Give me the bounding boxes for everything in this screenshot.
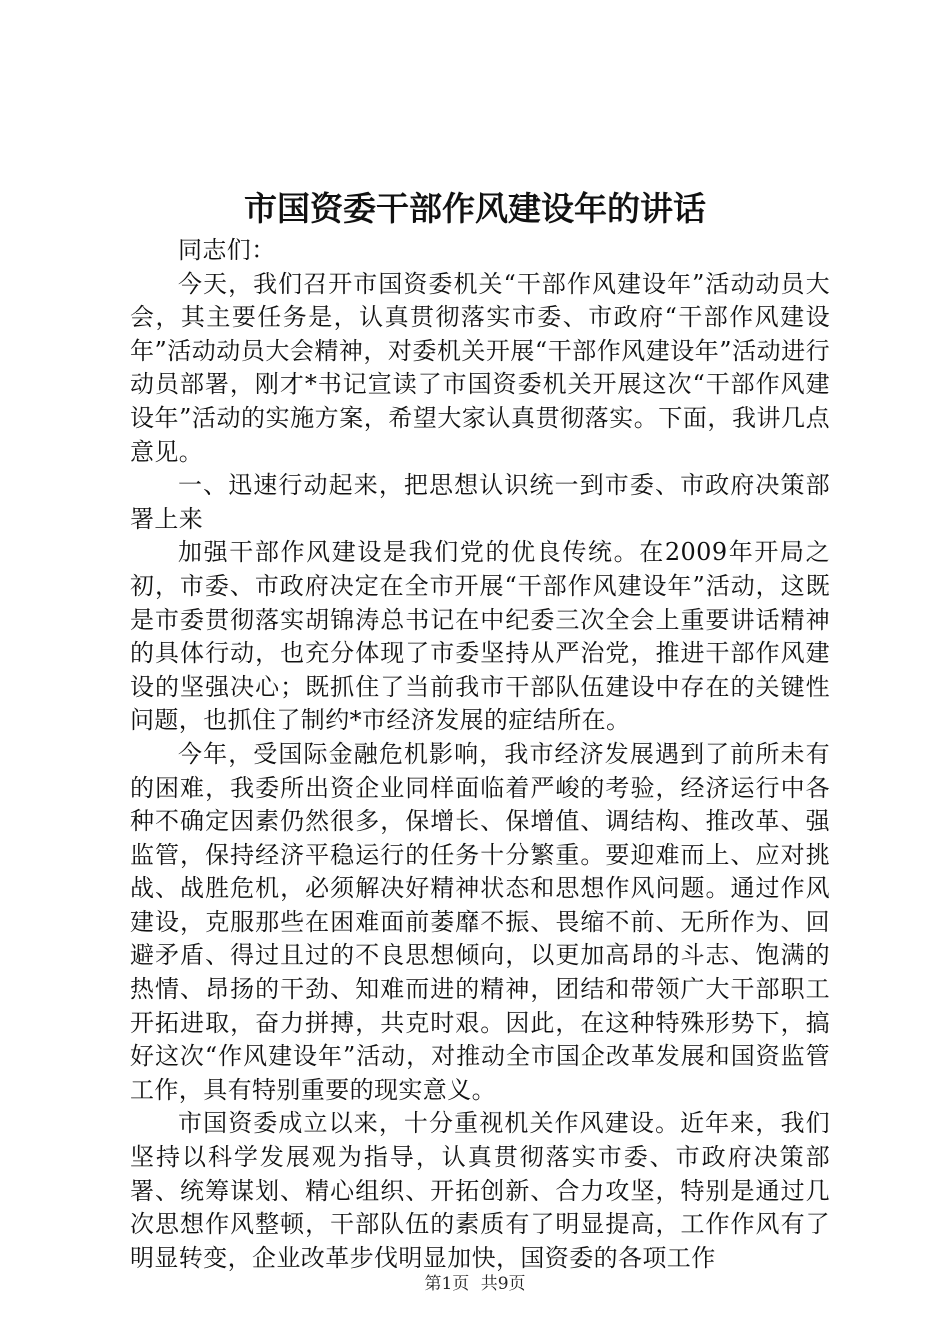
document-title: 市国资委干部作风建设年的讲话 [244,189,706,228]
body-paragraph: 加强干部作风建设是我们党的优良传统。在2009年开局之初，市委、市政府决定在全市开展“干部作风建设年”活动，这既是市委贯彻落实胡锦涛总书记在中纪委三次全会上重要讲话精神的具体行动，也充分体现了市委坚持从严治党，推进干部作风建设的坚强决心；既抓住了当前我市干部队伍建设中存在的关键性问题，也抓住了制约*市经济发展的症结所在。 [130,538,830,735]
document-body [130,234,830,1275]
page-number: 第1页 [424,1274,470,1294]
page-total: 共9页 [480,1274,526,1294]
section-heading: 一、迅速行动起来，把思想认识统一到市委、市政府决策部署上来 [130,471,830,533]
body-paragraph: 市国资委成立以来，十分重视机关作风建设。近年来，我们坚持以科学发展观为指导，认真贯彻落实市委、市政府决策部署、统筹谋划、精心组织、开拓创新、合力攻坚，特别是通过几次思想作风整顿，干部队伍的素质有了明显提高，工作作风有了明显转变，企业改革步伐明显加快，国资委的各项工作 [130,1109,830,1272]
body-paragraph: 今年，受国际金融危机影响，我市经济发展遇到了前所未有的困难，我委所出资企业同样面临着严峻的考验，经济运行中各种不确定因素仍然很多，保增长、保增值、调结构、推改革、强监管，保持经济平稳运行的任务十分繁重。要迎难而上、应对挑战、战胜危机，必须解决好精神状态和思想作风问题。通过作风建设，克服那些在困难面前萎靡不振、畏缩不前、无所作为、回避矛盾、得过且过的不良思想倾向，以更加高昂的斗志、饱满的热情、昂扬的干劲、知难而进的精神，团结和带领广大干部职工开拓进取，奋力拼搏，共克时艰。因此，在这种特殊形势下，搞好这次“作风建设年”活动，对推动全市国企改革发展和国资监管工作，具有特别重要的现实意义。 [130,739,830,1104]
page-footer [0,1272,950,1296]
salutation-paragraph: 同志们： [178,236,276,264]
body-paragraph: 今天，我们召开市国资委机关“干部作风建设年”活动动员大会，其主要任务是，认真贯彻落实市委、市政府“干部作风建设年”活动动员大会精神，对委机关开展“干部作风建设年”活动进行动员部署，刚才*书记宣读了市国资委机关开展这次“干部作风建设年”活动的实施方案，希望大家认真贯彻落实。下面，我讲几点意见。 [130,269,830,466]
